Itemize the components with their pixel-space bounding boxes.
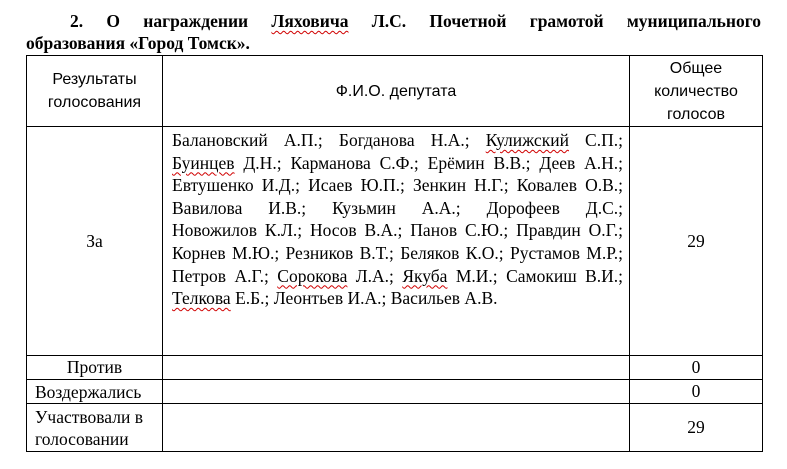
row-abstained-count: 0 [630, 380, 763, 404]
deputy-names-list [172, 129, 623, 310]
deputy-name: Самокиш В.И.; [506, 265, 624, 286]
deputy-name: Беляков К.О.; [400, 242, 504, 263]
table-row-against [27, 356, 763, 380]
header-results-label: Результаты голосования [47, 71, 142, 111]
deputy-name: Балановский А.П.; [172, 130, 323, 150]
row-against-label: Против [27, 356, 163, 380]
heading-number: 2. [70, 11, 84, 31]
deputy-name: Носов В.А.; [309, 220, 403, 241]
deputy-name: Вавилова И.В.; [172, 197, 307, 218]
deputy-name: Васильев А.В. [390, 288, 498, 309]
deputy-name: Телкова Е.Б.; [172, 288, 270, 309]
row-for-names [163, 127, 630, 356]
deputy-name: Сорокова Л.А.; [277, 265, 394, 286]
table-row-for [27, 127, 763, 356]
deputy-name: Ковалев О.В.; [516, 175, 623, 196]
deputy-name: Кузьмин А.А.; [332, 197, 461, 218]
deputy-name: Панов С.Ю.; [410, 220, 509, 241]
heading-surname: Ляховича [271, 11, 349, 31]
row-participated-label: Участвовали в голосовании [27, 404, 163, 452]
heading-line-2: образования «Город Томск». [26, 33, 250, 53]
deputy-name: Евтушенко И.Д.; [172, 175, 300, 196]
row-against-count: 0 [630, 356, 763, 380]
header-results [27, 56, 163, 127]
deputy-name: Корнев М.Ю.; [172, 242, 280, 263]
row-participated-names [163, 404, 630, 452]
table-header-row [27, 56, 763, 127]
deputy-name: Петров А.Г.; [172, 265, 269, 286]
voting-results-table [26, 55, 763, 452]
deputy-name: Новожилов К.Л.; [172, 220, 303, 241]
deputy-name: Рустамов М.Р.; [510, 242, 624, 263]
table-row-abstained [27, 380, 763, 404]
deputy-name: Карманова С.Ф.; [290, 152, 419, 173]
deputy-name: Правдин О.Г.; [516, 220, 624, 241]
row-against-names [163, 356, 630, 380]
deputy-name: Буинцев Д.Н.; [172, 152, 282, 173]
deputy-name: Деев А.Н.; [539, 152, 624, 173]
deputy-name: Исаев Ю.П.; [308, 175, 405, 196]
header-total-label: Общее количество голосов [654, 59, 738, 123]
deputy-name: Леонтьев И.А.; [273, 288, 387, 309]
row-abstained-names [163, 380, 630, 404]
row-abstained-label: Воздержались [27, 380, 163, 404]
deputy-name: Дорофеев Д.С.; [486, 197, 624, 218]
resolution-heading [26, 10, 761, 54]
header-deputy: Ф.И.О. депутата [163, 56, 630, 127]
heading-text-start: О награждении [106, 11, 272, 31]
row-for-count: 29 [630, 127, 763, 356]
deputy-name: Ерёмин В.В.; [427, 152, 531, 173]
heading-text-end: Л.С. Почетной грамотой муниципального [348, 11, 762, 31]
table-row-participated [27, 404, 763, 452]
deputy-name: Зенкин Н.Г.; [412, 175, 509, 196]
heading-line-1 [26, 10, 761, 32]
deputy-name: Кулижский С.П.; [485, 130, 623, 150]
row-participated-count: 29 [630, 404, 763, 452]
row-for-label: За [27, 127, 163, 356]
deputy-name: Богданова Н.А.; [338, 130, 470, 150]
deputy-name: Якуба М.И.; [402, 265, 498, 286]
header-total [630, 56, 763, 127]
deputy-name: Резников В.Т.; [285, 242, 394, 263]
